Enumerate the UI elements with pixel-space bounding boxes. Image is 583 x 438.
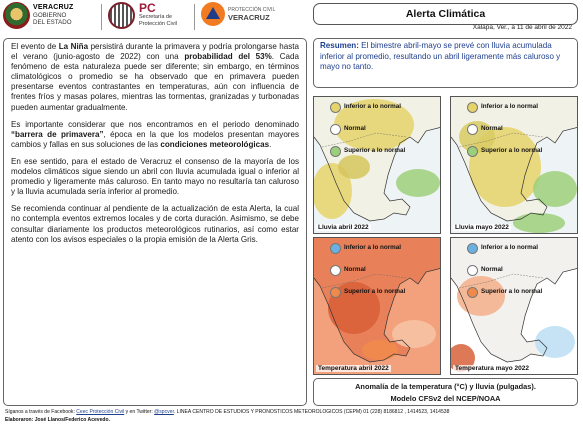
legend-below-swatch — [330, 102, 341, 113]
legend-below-swatch — [330, 243, 341, 254]
logo-pc-line3: Protección Civil — [139, 21, 177, 27]
rain-anomaly-region — [513, 213, 565, 233]
veracruz-government-logo — [3, 2, 74, 29]
header-divider — [101, 4, 102, 30]
legend-normal-label: Normal — [344, 125, 366, 132]
authors-label: Elaboraron: — [5, 416, 34, 423]
logo-veracruz-line2: GOBIERNO — [33, 11, 67, 19]
legend-normal-label: Normal — [481, 266, 503, 273]
maps-caption-line1: Anomalía de la temperatura (°C) y lluvia (pulgadas). — [355, 382, 536, 391]
alert-body-text — [3, 38, 307, 406]
map-rain-may — [450, 96, 578, 234]
logo-pc-line1: PC — [139, 1, 156, 15]
facebook-link[interactable]: Ceec Protección Civil — [76, 409, 125, 415]
temperature-anomaly-region — [392, 320, 436, 348]
legend-above-swatch — [330, 146, 341, 157]
twitter-link[interactable]: @spcver — [154, 409, 174, 415]
logo-pcv-line2: VERACRUZ — [228, 13, 270, 22]
map-caption: Lluvia mayo 2022 — [455, 224, 509, 231]
footer-text-1: Síganos a través de Facebook: — [5, 409, 77, 415]
header — [0, 0, 583, 36]
paragraph-la-nina — [11, 42, 299, 113]
legend-above-label: Superior a lo normal — [344, 288, 406, 295]
maps-source-caption — [313, 378, 578, 406]
logo-pc-line2: Secretaría de — [139, 14, 173, 20]
legend-below-label: Inferior a lo normal — [481, 103, 539, 110]
legend-below-label: Inferior a lo normal — [481, 244, 539, 251]
summary-label: Resumen: — [320, 41, 359, 50]
legend-below-label: Inferior a lo normal — [344, 244, 402, 251]
logo-veracruz-line3: DEL ESTADO — [33, 19, 72, 27]
maps-caption-line2: Modelo CFSv2 del NCEP/NOAA — [390, 393, 501, 403]
legend-below-label: Inferior a lo normal — [344, 103, 402, 110]
temperature-anomaly-region — [457, 276, 505, 316]
issue-date: Xalapa, Ver., a 11 de abril de 2022 — [472, 24, 572, 31]
paragraph-spring-barrier — [11, 120, 299, 150]
map-caption: Temperatura abril 2022 — [318, 365, 389, 372]
header-divider — [194, 4, 195, 30]
rain-anomaly-region — [396, 169, 440, 197]
legend-above-swatch — [330, 287, 341, 298]
p1-text-1: El evento de — [11, 42, 59, 51]
logo-veracruz-line1: VERACRUZ — [33, 4, 74, 12]
temperature-may-map-graphic — [451, 238, 578, 375]
summary-text: El bimestre abril-mayo se prevé con lluvia acumulada inferior al promedio, resultando un abril ligeramente más caluroso y mayo no tanto. — [320, 41, 561, 72]
paragraph-veracruz-consensus: En ese sentido, para el estado de Veracruz el consenso de la mayoría de los modelos climáticos sigue siendo un abril con lluvia acumulada igual o inferior al promedio y ligeramente más caluroso. En tanto mayo no resultaría tan caluroso y la lluvia acumulada sería inferior al promedio. — [11, 156, 299, 197]
map-caption: Lluvia abril 2022 — [318, 224, 369, 231]
legend-normal-swatch — [330, 265, 341, 276]
p2-text-3: . — [269, 139, 272, 149]
legend-normal-swatch — [467, 124, 478, 135]
legend-below-swatch — [467, 102, 478, 113]
logo-pcv-line1: PROTECCIÓN CIVIL — [228, 7, 276, 13]
footer-text-3: . LÍNEA CENTRO DE ESTUDIOS Y PRONÓSTICOS METEOROLÓGICOS (CEPM) 01 (228) 8186812 , 1414523, 1414538 — [173, 409, 450, 415]
summary-box — [313, 38, 578, 88]
p1-bold-la-nina: La Niña — [58, 42, 89, 51]
proteccion-civil-veracruz-logo — [201, 2, 275, 26]
p2-text-2: , época en la que los modelos presentan mayores cambios y fallas en sus soluciones de las — [11, 129, 299, 149]
footer-text-2: y en Twitter: — [124, 409, 155, 415]
footer — [5, 409, 580, 424]
legend-above-label: Superior a lo normal — [481, 147, 543, 154]
p2-bold-barrier: “barrera de primavera” — [11, 129, 104, 139]
civil-protection-triangle-icon — [201, 2, 225, 26]
rain-anomaly-region — [338, 155, 370, 179]
map-temperature-may — [450, 237, 578, 375]
pc-secretariat-logo — [108, 2, 177, 29]
legend-above-label: Superior a lo normal — [481, 288, 543, 295]
legend-above-swatch — [467, 287, 478, 298]
p2-bold-conditions: condiciones meteorológicas — [160, 139, 270, 149]
legend-normal-swatch — [330, 124, 341, 135]
p1-text-2: persistirá durante la primavera y podría prolongarse hasta el verano (junio-agosto de 2022) con una — [11, 42, 299, 62]
map-caption: Temperatura mayo 2022 — [455, 365, 529, 372]
alert-title-box — [313, 3, 578, 25]
pc-emblem-icon — [108, 2, 135, 29]
rain-anomaly-region — [533, 171, 577, 207]
map-temperature-april — [313, 237, 441, 375]
authors-names: José Llanos/Federico Acevedo. — [33, 416, 110, 423]
p1-bold-probability: probabilidad del 53% — [184, 52, 272, 62]
state-seal-icon — [3, 2, 30, 29]
legend-normal-swatch — [467, 265, 478, 276]
map-rain-april — [313, 96, 441, 234]
rain-may-map-graphic — [451, 97, 578, 234]
legend-below-swatch — [467, 243, 478, 254]
alert-title: Alerta Climática — [405, 8, 486, 20]
footer-contact-line — [5, 409, 580, 417]
footer-authors-line — [5, 417, 580, 425]
paragraph-recommendation: Se recomienda continuar al pendiente de la actualización de esta Alerta, la cual no contempla eventos extremos locales y de corta duración. Asimismo, se debe consultar diariamente los productos meteorológicos rutinarios, así como estar atento con los avisos especiales o la propia emisión de la Alerta Gris. — [11, 204, 299, 244]
legend-normal-label: Normal — [481, 125, 503, 132]
p1-text-3: . Cada fenómeno de esta naturaleza puede ser diferente; sin embargo, en términos climatológicos o promedio se ha observado que en primavera pueden presentarse eventos contrastantes en temperaturas, aún con influencia de frentes fríos y masas polares, mientras las tormentas, granizadas y turbonadas pueden aumentar gradualmente. — [11, 52, 299, 112]
legend-normal-label: Normal — [344, 266, 366, 273]
temperature-anomaly-region — [362, 340, 398, 360]
rain-april-map-graphic — [314, 97, 441, 234]
p2-text-1: Es importante considerar que nos encontramos en el periodo denominado — [11, 119, 299, 129]
legend-above-label: Superior a lo normal — [344, 147, 406, 154]
temperature-april-map-graphic — [314, 238, 441, 375]
legend-above-swatch — [467, 146, 478, 157]
